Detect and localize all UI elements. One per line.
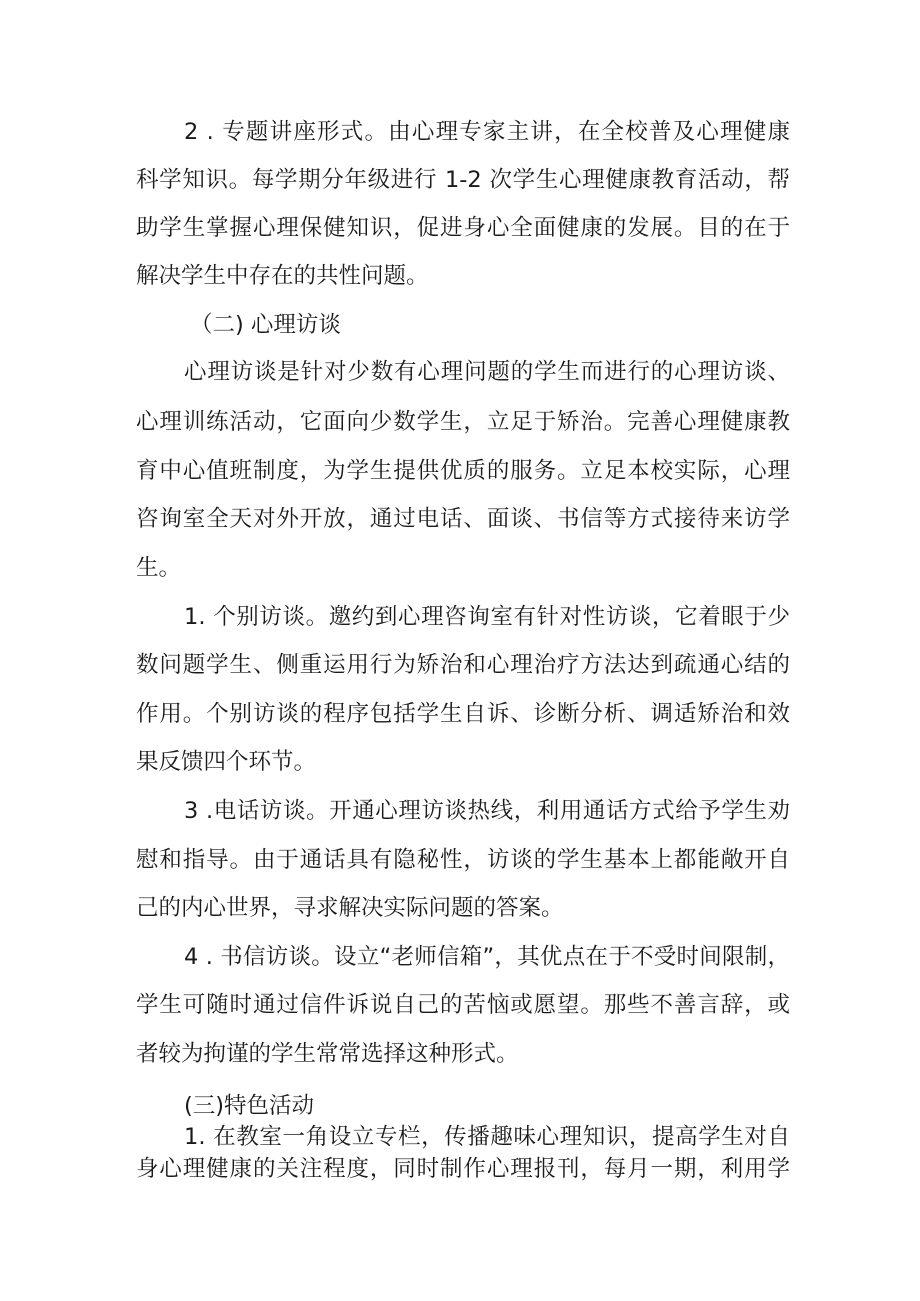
paragraph-line: 4 . 书信访谈。设立“老师信箱”，其优点在于不受时间限制， — [184, 944, 790, 970]
paragraph-line: 慰和指导。由于通话具有隐秘性，访谈的学生基本上都能敞开自 — [136, 847, 790, 873]
paragraph-line: 作用。个别访谈的程序包括学生自诉、诊断分析、调适矫治和效 — [136, 701, 790, 727]
paragraph-line: 科学知识。每学期分年级进行 1-2 次学生心理健康教育活动，帮 — [136, 167, 790, 193]
paragraph-line: 1. 个别访谈。邀约到心理咨询室有针对性访谈，它着眼于少 — [184, 604, 790, 630]
paragraph-line: 心理访谈是针对少数有心理问题的学生而进行的心理访谈、 — [184, 359, 790, 385]
paragraph-line: 3 .电话访谈。开通心理访谈热线，利用通话方式给予学生劝 — [184, 798, 790, 824]
paragraph-line: 育中心值班制度，为学生提供优质的服务。立足本校实际，心理 — [136, 458, 790, 484]
section-heading: （二) 心理访谈 — [190, 312, 341, 338]
paragraph-line: 己的内心世界，寻求解决实际问题的答案。 — [136, 895, 564, 921]
paragraph-line: 果反馈四个环节。 — [136, 749, 317, 775]
paragraph-line: 者较为拘谨的学生常常选择这种形式。 — [136, 1041, 519, 1067]
paragraph-line: 学生可随时通过信件诉说自己的苦恼或愿望。那些不善言辞，或 — [136, 992, 790, 1018]
paragraph-line: 数问题学生、侧重运用行为矫治和心理治疗方法达到疏通心结的 — [136, 652, 790, 678]
paragraph-line: 心理训练活动，它面向少数学生，立足于矫治。完善心理健康教 — [136, 409, 790, 435]
paragraph-line: 1. 在教室一角设立专栏，传播趣味心理知识，提高学生对自 — [184, 1124, 790, 1150]
paragraph-line: 解决学生中存在的共性问题。 — [136, 263, 429, 289]
paragraph-line: 身心理健康的关注程度，同时制作心理报刊，每月一期，利用学 — [136, 1156, 790, 1182]
paragraph-line: 生。 — [136, 555, 182, 581]
paragraph-line: 咨询室全天对外开放，通过电话、面谈、书信等方式接待来访学 — [136, 506, 790, 532]
paragraph-line: 助学生掌握心理保健知识，促进身心全面健康的发展。目的在于 — [136, 215, 790, 241]
section-heading: (三)特色活动 — [184, 1093, 315, 1119]
paragraph-line: 2 . 专题讲座形式。由心理专家主讲，在全校普及心理健康 — [184, 119, 790, 145]
